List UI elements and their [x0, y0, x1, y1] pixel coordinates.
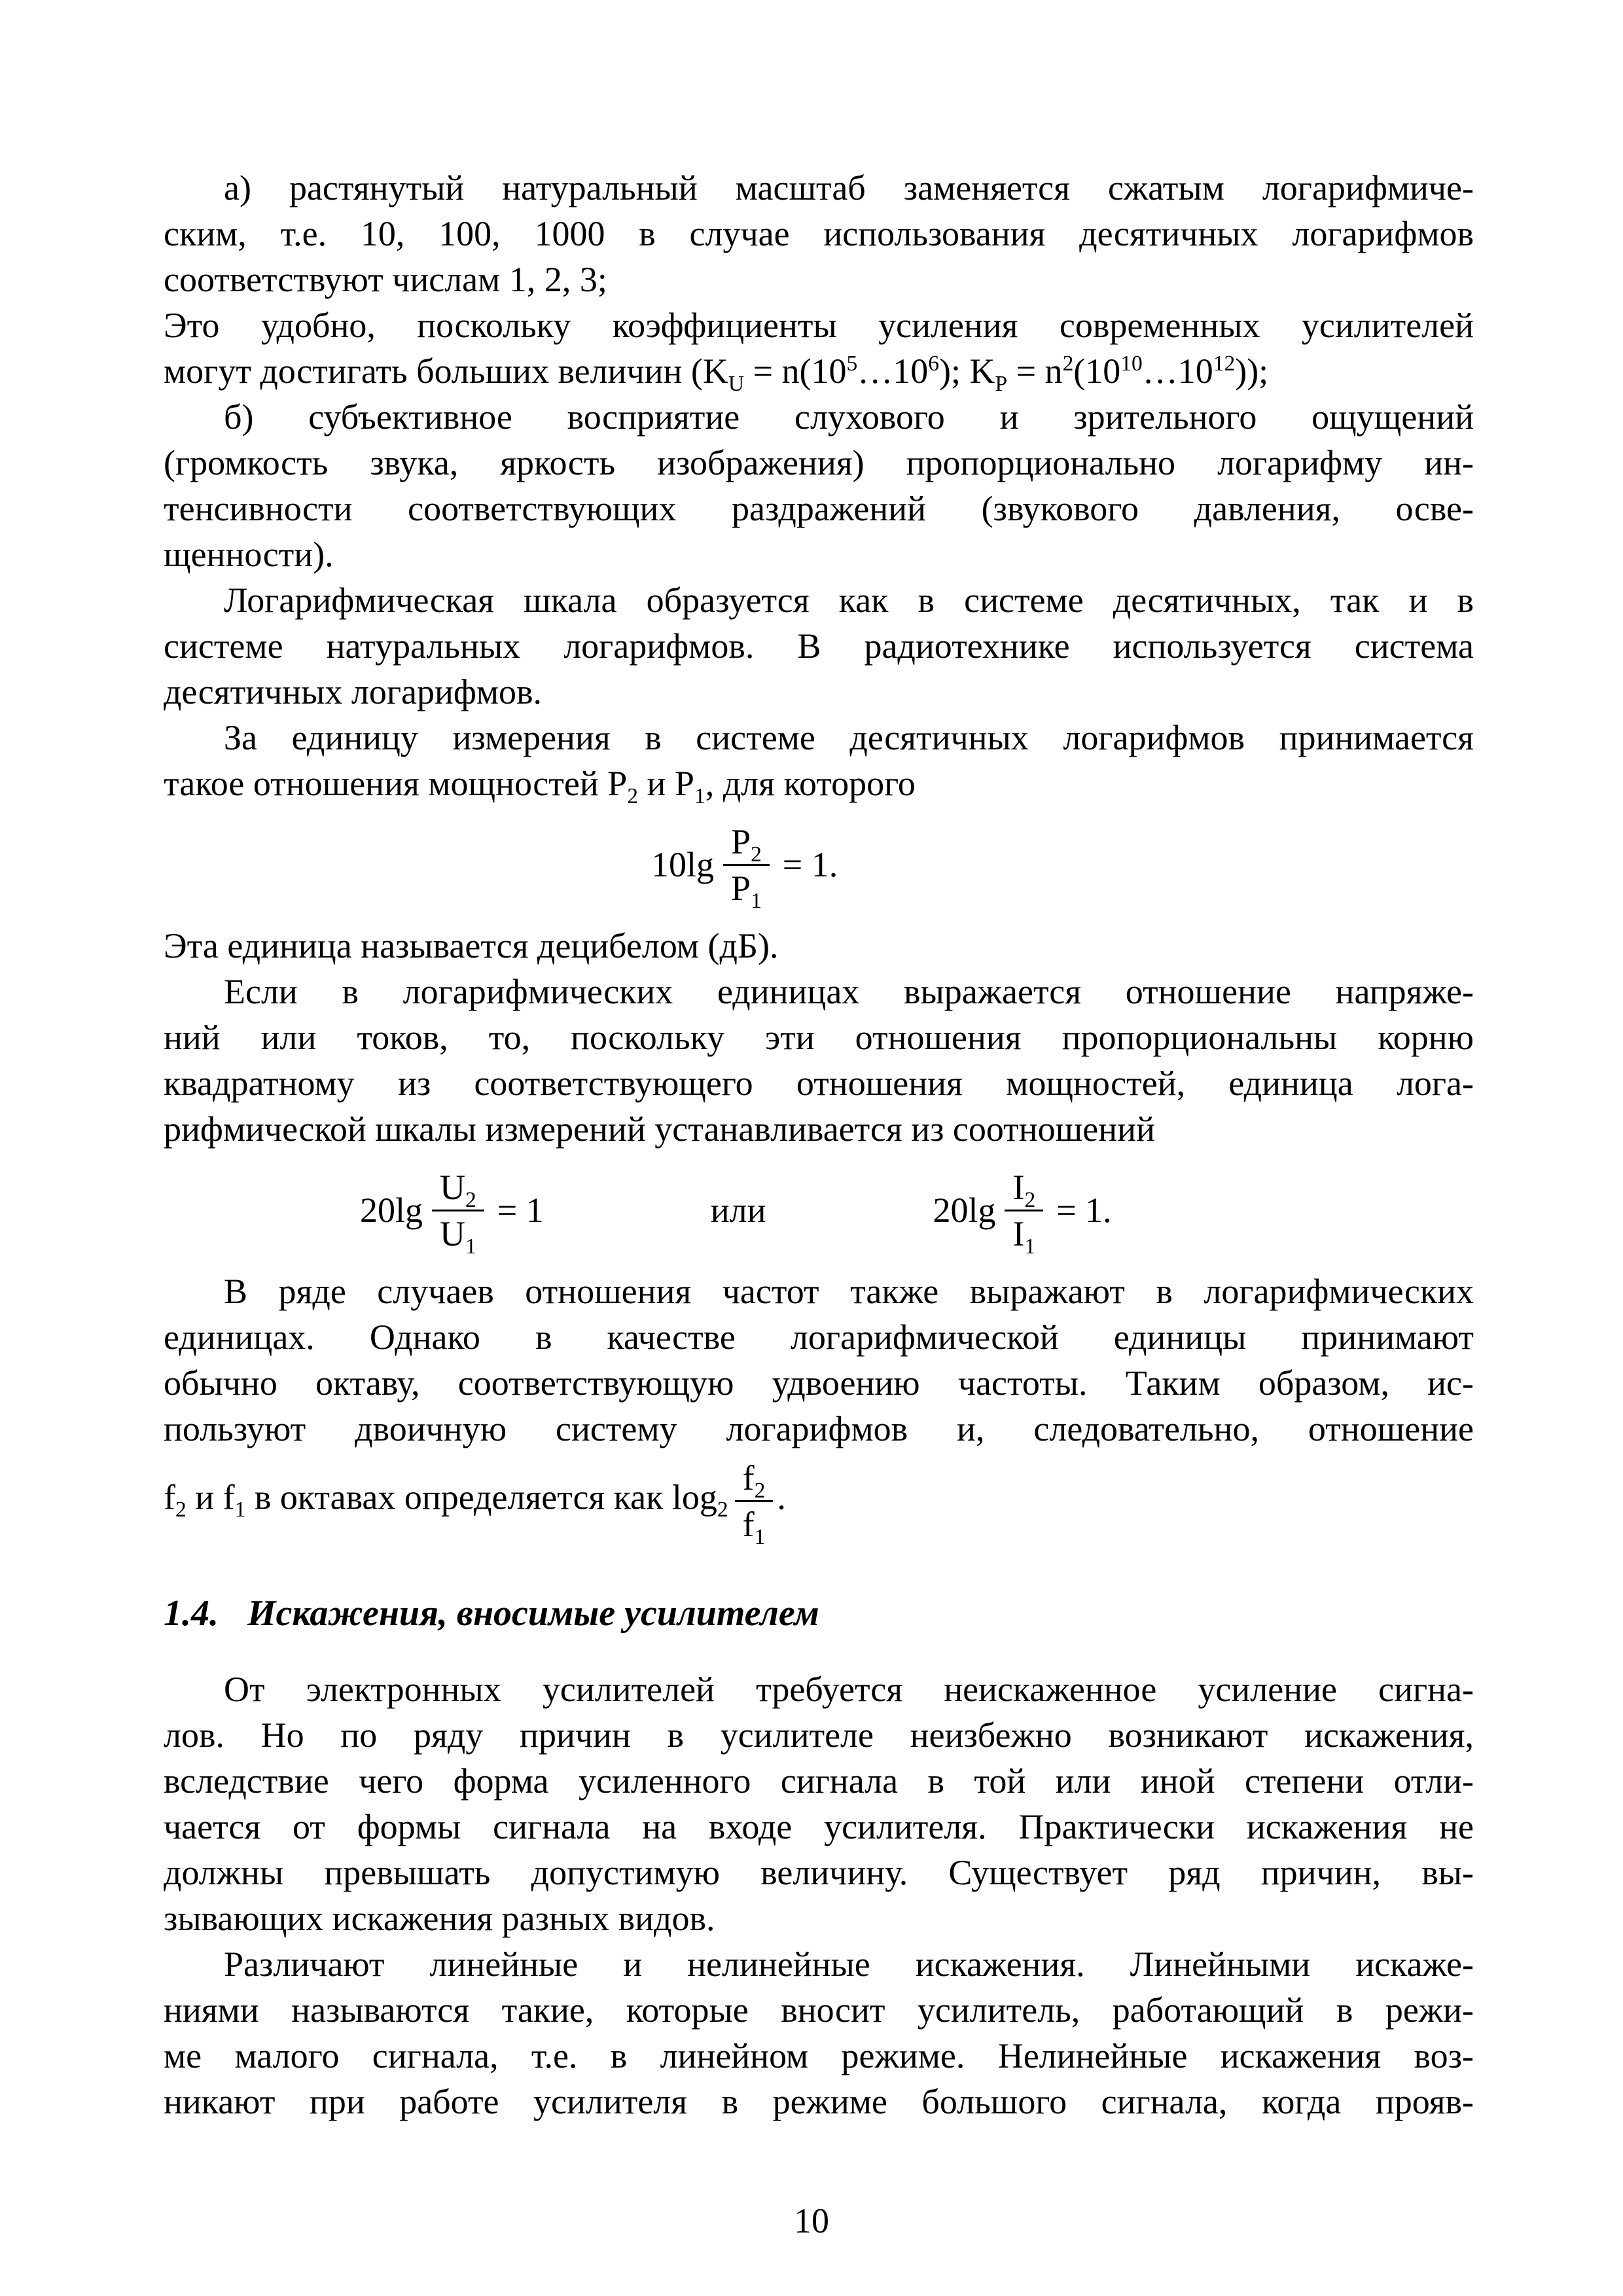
text-line: Это удобно, поскольку коэффициенты усиления современных усилителей [164, 306, 1474, 345]
text-line: а) растянутый натуральный масштаб заменяется сжатым логарифмиче- [224, 168, 1474, 207]
formula-row-voltage-current [360, 1166, 1474, 1259]
or-word: или [710, 1190, 766, 1230]
text-line: зывающих искажения разных видов. [164, 1898, 715, 1938]
fraction-i2-i1: $\frac{I_2}{I_1}$ [1005, 1166, 1043, 1254]
text-line: пользуют двоичную систему логарифмов и, следовательно, отношение [164, 1408, 1474, 1448]
paragraph-log-scale [164, 577, 1474, 715]
text-line: От электронных усилителей требуется неискаженное усиление сигна- [224, 1669, 1474, 1709]
section-heading [164, 1590, 1474, 1636]
paragraph-distortion-types [164, 1941, 1474, 2125]
text-line: тенсивности соответствующих раздражений (звукового давления, осве- [164, 489, 1474, 528]
text-line: ме малого сигнала, т.е. в линейном режиме. Нелинейные искажения воз- [164, 2036, 1474, 2075]
text-line: чается от формы сигнала на входе усилителя. Практически искажения не [164, 1806, 1474, 1846]
text-line: лов. Но по ряду причин в усилителе неизбежно возникают искажения, [164, 1715, 1474, 1755]
text-line: Различают линейные и нелинейные искажения. Линейными искаже- [224, 1944, 1474, 1984]
paragraph-ratio [164, 969, 1474, 1152]
fraction-f2-f1: $\frac{f_2}{f_1}$ [735, 1457, 774, 1545]
text-line-octave-formula: $f_2$ и $f_1$ в октавах определяется как $\log_2$ $\frac{f_2}{f_1}$ . [164, 1458, 786, 1550]
text-line: ниями называются такие, которые вносит усилитель, работающий в режи- [164, 1990, 1474, 2030]
text-line: В ряде случаев отношения частот также выражают в логарифмических [224, 1271, 1474, 1311]
text-line: ским, т.е. 10, 100, 1000 в случае использования десятичных логарифмов [164, 214, 1474, 253]
paragraph-item-a [164, 165, 1474, 302]
paragraph-decibel-name [164, 923, 1474, 969]
text-line: (громкость звука, яркость изображения) пропорционально логарифму ин- [164, 443, 1474, 482]
text-line: никают при работе усилителя в режиме большого сигнала, когда прояв- [164, 2081, 1474, 2121]
text-line-gain-formula: могут достигать больших величин ($K_U$ = $n(10^5\dots 10^6)$; $K_P$ = $n^2(10^{10}\dots 10^{12})$); [164, 351, 1269, 396]
text-line: За единицу измерения в системе десятичных логарифмов принимается [224, 718, 1474, 757]
text-line: щенности). [164, 535, 334, 574]
text-line: десятичных логарифмов. [164, 672, 543, 711]
fraction-p2-p1: $\frac{P_2}{P_1}$ [723, 821, 770, 908]
paragraph-gain [164, 302, 1474, 394]
text-line: единицах. Однако в качестве логарифмической единицы принимают [164, 1317, 1474, 1357]
formula-decibel [651, 821, 1474, 914]
formula-current: 20lg $\frac{I_2}{I_1}$ = 1. [933, 1167, 1112, 1259]
paragraph-distortion-intro [164, 1666, 1474, 1941]
formula-voltage: 20lg $\frac{U_2}{U_1}$ = 1 [360, 1167, 544, 1259]
section-number: 1.4. [164, 1592, 219, 1634]
text-line: соответствуют числам 1, 2, 3; [164, 260, 607, 299]
formula-decibel-expression: 10lg $\frac{P_2}{P_1}$ = 1. [651, 822, 838, 914]
section-title: Искажения, вносимые усилителем [247, 1592, 819, 1634]
page-number: 10 [794, 2201, 829, 2240]
text-line: должны превышать допустимую величину. Существует ряд причин, вы- [164, 1852, 1474, 1892]
text-line: обычно октаву, соответствующую удвоению частоты. Таким образом, ис- [164, 1363, 1474, 1403]
text-line: системе натуральных логарифмов. В радиотехнике используется система [164, 626, 1474, 666]
text-line: Эта единица называется децибелом (дБ). [164, 925, 779, 965]
text-line: б) субъективное восприятие слухового и зрительного ощущений [224, 397, 1474, 437]
paragraph-octaves [164, 1268, 1474, 1550]
paragraph-item-b [164, 394, 1474, 577]
text-line: ний или токов, то, поскольку эти отношения пропорциональны корню [164, 1017, 1474, 1057]
paragraph-unit [164, 715, 1474, 806]
fraction-u2-u1: $\frac{U_2}{U_1}$ [432, 1166, 484, 1254]
text-line-power-ratio: такое отношения мощностей $P_2$ и $P_1$, для которого [164, 764, 916, 808]
text-line: квадратному из соответствующего отношения мощностей, единица лога- [164, 1063, 1474, 1103]
text-line: вследствие чего форма усиленного сигнала в той или иной степени отли- [164, 1761, 1474, 1801]
text-line: Если в логарифмических единицах выражается отношение напряже- [224, 971, 1474, 1011]
text-line: рифмической шкалы измерений устанавливается из соотношений [164, 1109, 1155, 1149]
text-line: Логарифмическая шкала образуется как в системе десятичных, так и в [224, 581, 1474, 620]
